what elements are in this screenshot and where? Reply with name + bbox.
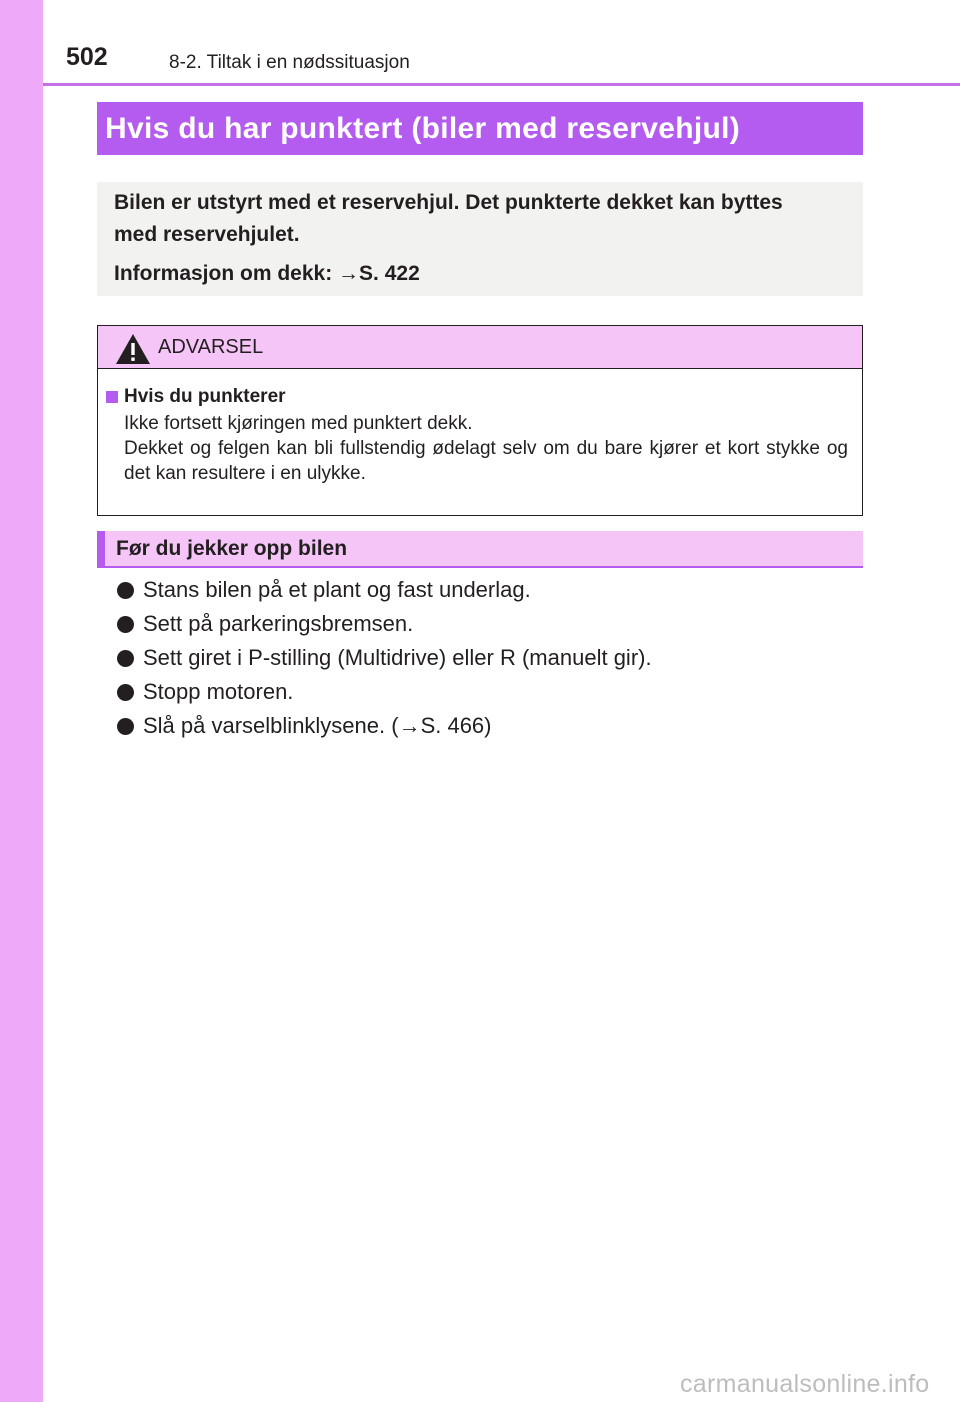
list-item: [117, 607, 652, 641]
warning-line-2: Dekket og felgen kan bli fullstendig ødelagt selv om du bare kjører et kort stykke og det kan resultere i en ulykke.: [124, 438, 848, 484]
list-item-text: Slå på varselblinklysene. (→S. 466): [143, 713, 492, 738]
section-heading: Før du jekker opp bilen: [116, 536, 348, 560]
warning-subtitle-row: [106, 384, 848, 409]
bullet-dot-icon: [117, 616, 134, 633]
list-item-text: Stopp motoren.: [143, 679, 294, 704]
title-bar: [97, 102, 863, 155]
bullet-list: [117, 573, 652, 743]
bullet-dot-icon: [117, 718, 134, 735]
watermark: carmanualsonline.info: [680, 1370, 930, 1398]
warning-box: [97, 325, 863, 516]
list-item-text: Sett på parkeringsbremsen.: [143, 611, 414, 636]
bullet-dot-icon: [117, 684, 134, 701]
intro-line-1: Bilen er utstyrt med et reservehjul. Det punkterte dekket kan byttes: [114, 191, 783, 214]
header-divider: [43, 83, 960, 86]
intro-reference: Informasjon om dekk: →S. 422: [114, 262, 420, 285]
warning-subtitle: Hvis du punkterer: [124, 386, 286, 407]
bullet-dot-icon: [117, 650, 134, 667]
section-label: 8-2. Tiltak i en nødssituasjon: [169, 52, 410, 73]
bullet-dot-icon: [117, 582, 134, 599]
intro-box: [97, 182, 863, 296]
page-number: 502: [66, 43, 108, 71]
intro-line-2: med reservehjulet.: [114, 223, 300, 246]
list-item: [117, 709, 652, 743]
list-item: [117, 675, 652, 709]
page-title: Hvis du har punktert (biler med reservehjul): [105, 111, 741, 145]
page-side-tab: [0, 0, 43, 1402]
warning-header: [98, 326, 862, 369]
section-heading-bar: [97, 531, 863, 568]
warning-body: [106, 384, 848, 486]
warning-triangle-icon: [115, 333, 151, 365]
square-bullet-icon: [106, 391, 118, 403]
list-item-text: Sett giret i P-stilling (Multidrive) eller R (manuelt gir).: [143, 645, 652, 670]
list-item: [117, 573, 652, 607]
list-item: [117, 641, 652, 675]
warning-title: ADVARSEL: [158, 336, 264, 358]
list-item-text: Stans bilen på et plant og fast underlag.: [143, 577, 531, 602]
warning-line-1: Ikke fortsett kjøringen med punktert dekk.: [124, 413, 473, 434]
warning-text: [124, 411, 848, 486]
